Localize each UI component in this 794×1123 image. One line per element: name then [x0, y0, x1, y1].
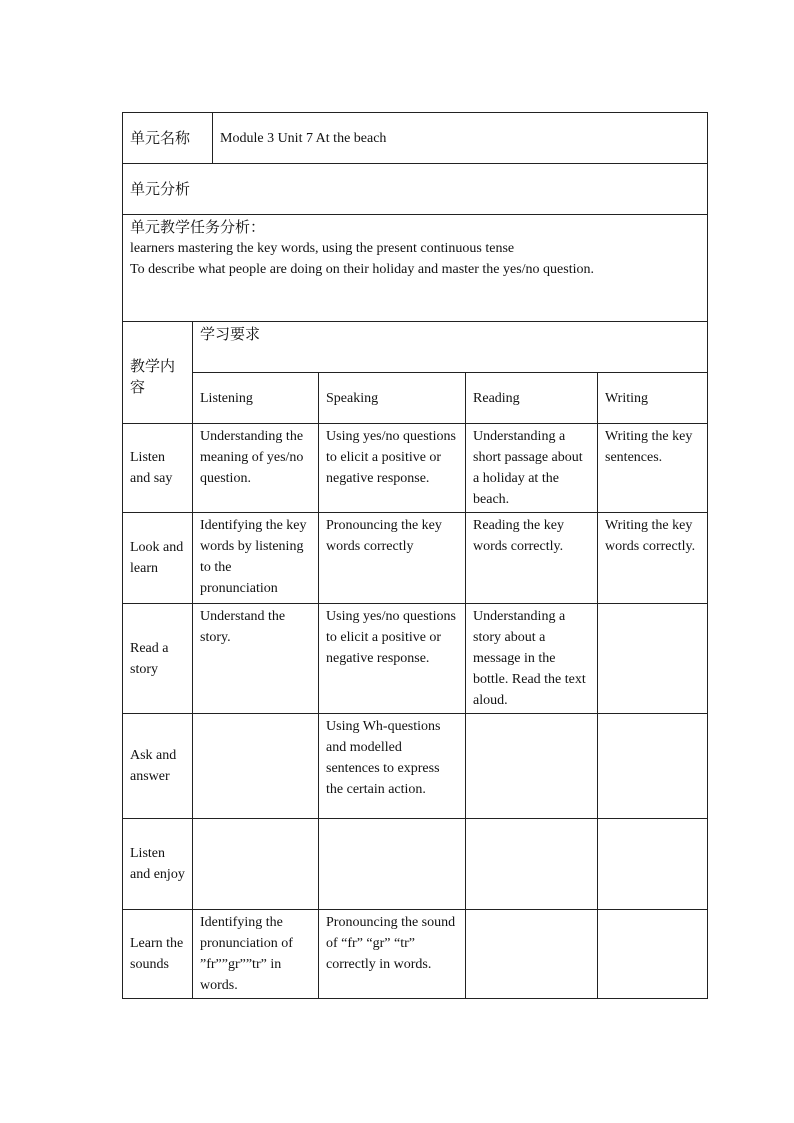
listening-cell — [193, 714, 319, 819]
row-label: Look and learn — [123, 513, 193, 604]
speaking-cell: Using yes/no questions to elicit a positive or negative response. — [319, 424, 466, 513]
writing-cell: Writing the key sentences. — [598, 424, 708, 513]
listening-cell: Understanding the meaning of yes/no question. — [193, 424, 319, 513]
content-label: 教学内容 — [123, 322, 193, 424]
writing-cell — [598, 819, 708, 910]
writing-cell — [598, 604, 708, 714]
speaking-cell: Using yes/no questions to elicit a positive or negative response. — [319, 604, 466, 714]
reading-cell — [466, 910, 598, 999]
row-label: Ask and answer — [123, 714, 193, 819]
skill-speaking-header: Speaking — [319, 373, 466, 424]
task-cell — [123, 215, 708, 322]
listening-cell: Identifying the pronunciation of ”fr””gr””tr” in words. — [193, 910, 319, 999]
table-row — [123, 424, 708, 513]
speaking-cell: Pronouncing the key words correctly — [319, 513, 466, 604]
table-row — [123, 604, 708, 714]
requirements-label: 学习要求 — [193, 322, 708, 373]
row-label: Read a story — [123, 604, 193, 714]
listening-cell — [193, 819, 319, 910]
table-row — [123, 513, 708, 604]
task-line-1: learners mastering the key words, using the present continuous tense — [130, 241, 515, 256]
reading-cell: Reading the key words correctly. — [466, 513, 598, 604]
speaking-cell: Using Wh-questions and modelled sentences to express the certain action. — [319, 714, 466, 819]
unit-plan-table — [122, 112, 708, 999]
reading-cell: Understanding a story about a message in the bottle. Read the text aloud. — [466, 604, 598, 714]
skill-writing-header: Writing — [598, 373, 708, 424]
reading-cell — [466, 714, 598, 819]
unit-name-row — [123, 113, 708, 164]
unit-name-value: Module 3 Unit 7 At the beach — [213, 113, 708, 164]
requirements-row — [123, 322, 708, 373]
listening-cell: Identifying the key words by listening to the pronunciation — [193, 513, 319, 604]
unit-name-label: 单元名称 — [123, 113, 213, 164]
writing-cell: Writing the key words correctly. — [598, 513, 708, 604]
reading-cell — [466, 819, 598, 910]
analysis-row — [123, 164, 708, 215]
writing-cell — [598, 714, 708, 819]
row-label: Listen and say — [123, 424, 193, 513]
task-row — [123, 215, 708, 322]
table-row — [123, 910, 708, 999]
skill-listening-header: Listening — [193, 373, 319, 424]
analysis-label: 单元分析 — [123, 164, 708, 215]
speaking-cell: Pronouncing the sound of “fr” “gr” “tr” correctly in words. — [319, 910, 466, 999]
skills-header-row — [123, 373, 708, 424]
task-heading: 单元教学任务分析： — [130, 218, 266, 236]
row-label: Listen and enjoy — [123, 819, 193, 910]
speaking-cell — [319, 819, 466, 910]
writing-cell — [598, 910, 708, 999]
task-line-2: To describe what people are doing on their holiday and master the yes/no question. — [130, 262, 595, 277]
table-row — [123, 714, 708, 819]
table-row — [123, 819, 708, 910]
reading-cell: Understanding a short passage about a holiday at the beach. — [466, 424, 598, 513]
skill-reading-header: Reading — [466, 373, 598, 424]
row-label: Learn the sounds — [123, 910, 193, 999]
listening-cell: Understand the story. — [193, 604, 319, 714]
